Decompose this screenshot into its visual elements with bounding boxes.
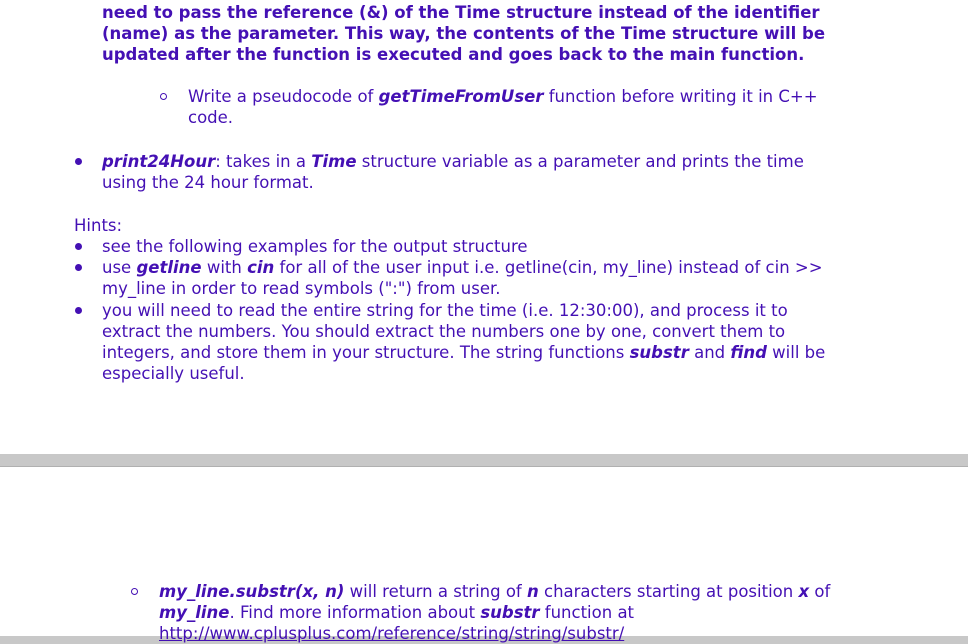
text: for all of the user input i.e. getline(cin, my_line) instead of cin >> — [274, 258, 823, 277]
substr-line-1 — [159, 581, 830, 602]
pseudocode-line-1 — [188, 86, 818, 107]
print24-line-2: using the 24 hour format. — [102, 173, 314, 192]
text: of — [809, 582, 831, 601]
function-name: cin — [247, 258, 275, 277]
bullet-dot — [75, 158, 82, 165]
function-name: substr — [480, 603, 540, 622]
substr-line-2 — [159, 602, 634, 623]
intro-line-2: (name) as the parameter. This way, the contents of the Time structure will be — [102, 24, 826, 43]
hint-3-line-1: you will need to read the entire string for the time (i.e. 12:30:00), and process it to — [102, 301, 788, 320]
bullet-dot — [75, 243, 82, 250]
text: function at — [539, 603, 635, 622]
function-name: getline — [136, 258, 202, 277]
text: structure variable as a parameter and prints the time — [356, 152, 804, 171]
text: characters starting at position — [538, 582, 799, 601]
text: . Find more information about — [229, 603, 481, 622]
function-name: substr — [629, 343, 689, 362]
param-name: x — [798, 582, 810, 601]
function-name: getTimeFromUser — [378, 87, 544, 106]
text: function before writing it in C++ — [543, 87, 818, 106]
hint-3-line-2: extract the numbers. You should extract the numbers one by one, convert them to — [102, 322, 786, 341]
text: will return a string of — [344, 582, 527, 601]
text: with — [201, 258, 248, 277]
hints-label: Hints: — [74, 216, 123, 235]
bullet-dot — [75, 264, 82, 271]
sub-bullet-circle — [131, 588, 138, 595]
cplusplus-link[interactable]: http://www.cplusplus.com/reference/string/string/substr/ — [159, 624, 625, 643]
variable-name: my_line — [159, 603, 230, 622]
intro-line-3: updated after the function is executed and goes back to the main function. — [102, 45, 805, 64]
hint-3-line-4: especially useful. — [102, 364, 245, 383]
text: and — [688, 343, 731, 362]
document-page-2 — [0, 466, 968, 643]
sub-bullet-circle — [160, 93, 167, 100]
intro-line-1: need to pass the reference (&) of the Time structure instead of the identifier — [102, 3, 820, 22]
function-name: my_line.substr(x, n) — [159, 582, 345, 601]
function-name: print24Hour — [102, 152, 216, 171]
function-name: find — [730, 343, 767, 362]
text: Write a pseudocode of — [188, 87, 379, 106]
print24-line-1 — [102, 151, 804, 172]
text: integers, and store them in your structure. The string functions — [102, 343, 630, 362]
hint-2-line-1 — [102, 257, 823, 278]
param-name: n — [527, 582, 539, 601]
hint-3-line-3 — [102, 342, 825, 363]
pseudocode-line-2: code. — [188, 108, 234, 127]
hint-2-line-2: my_line in order to read symbols (":") from user. — [102, 279, 501, 298]
text: : takes in a — [215, 152, 312, 171]
bullet-dot — [75, 307, 82, 314]
text: use — [102, 258, 137, 277]
type-name: Time — [311, 152, 357, 171]
text: will be — [766, 343, 826, 362]
hint-1: see the following examples for the output structure — [102, 237, 528, 256]
